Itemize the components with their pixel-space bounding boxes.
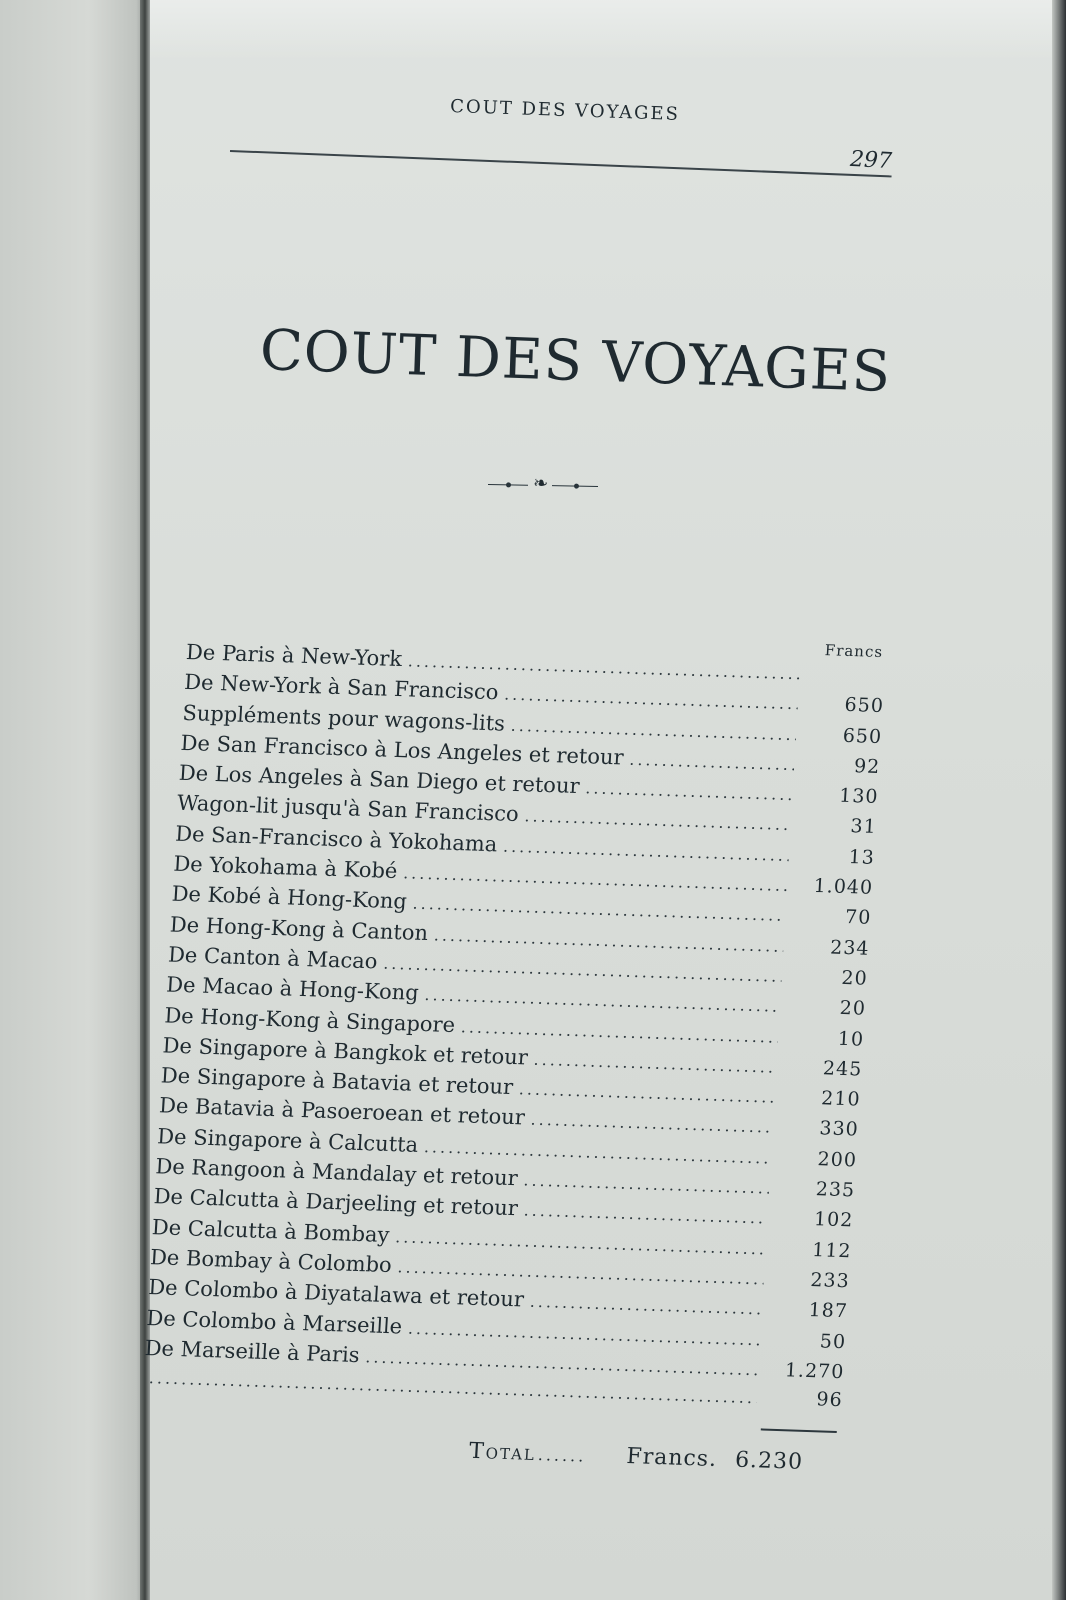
leader-dots	[523, 1203, 768, 1227]
leader-dots	[533, 1052, 777, 1076]
route-amount: 70	[844, 906, 872, 930]
route-label: De Los Angeles à San Diego et retour	[178, 760, 581, 799]
cost-rows	[142, 640, 887, 1420]
route-amount: 20	[840, 966, 869, 990]
route-amount: 13	[848, 845, 876, 869]
route-amount: 96	[815, 1388, 844, 1412]
route-amount: 31	[849, 815, 878, 839]
route-amount: 1.040	[813, 874, 874, 899]
route-amount: 235	[815, 1178, 856, 1202]
sum-rule	[761, 1429, 837, 1434]
route-amount: 1.270	[784, 1359, 845, 1383]
route-amount: 130	[838, 784, 880, 809]
route-label: De Singapore à Calcutta	[156, 1124, 419, 1157]
page-number: 297	[849, 146, 893, 175]
header-rule	[230, 150, 892, 178]
route-label: De Marseille à Paris	[144, 1335, 361, 1367]
ornament-icon: ❧	[532, 472, 549, 495]
total-currency: Francs.	[625, 1444, 718, 1473]
route-amount: 92	[853, 755, 881, 778]
route-label: De Hong-Kong à Singapore	[163, 1003, 456, 1037]
leader-dots	[530, 1112, 773, 1136]
route-amount: 210	[820, 1087, 862, 1111]
route-label: De Rangoon à Mandalay et retour	[154, 1154, 519, 1191]
route-label: De Kobé à Hong-Kong	[171, 882, 408, 914]
leader-dots	[408, 1320, 761, 1348]
leader-dots	[518, 1081, 775, 1105]
route-label: De San-Francisco à Yokohama	[174, 821, 499, 857]
ornament-dot-left	[506, 482, 511, 487]
leader-dots	[523, 1172, 769, 1196]
leader-dots	[433, 927, 783, 955]
route-label: De Bombay à Colombo	[149, 1245, 393, 1278]
route-amount	[805, 680, 885, 683]
route-label: De Yokohama à Kobé	[172, 851, 399, 884]
route-label: De Singapore à Batavia et retour	[160, 1063, 514, 1100]
route-amount: 245	[822, 1057, 863, 1081]
leader-dots	[504, 687, 799, 713]
route-amount: 330	[818, 1117, 860, 1141]
route-label: De Paris à New-York	[185, 639, 403, 672]
route-label: De Hong-Kong à Canton	[169, 912, 429, 945]
leader-dots	[407, 653, 800, 682]
route-amount: 200	[817, 1147, 858, 1172]
route-amount: 102	[813, 1208, 854, 1232]
leader-dots	[365, 1349, 759, 1378]
leader-dots	[460, 1019, 778, 1045]
leader-dots	[585, 780, 793, 803]
page-edge	[1052, 0, 1066, 1600]
total-label: Total	[468, 1439, 537, 1467]
leader-dots	[395, 1229, 766, 1257]
book-page	[144, 0, 1052, 1600]
route-amount: 50	[819, 1329, 847, 1353]
leader-dots	[412, 896, 786, 924]
leader-dots	[403, 865, 788, 894]
ornament-divider	[488, 472, 598, 497]
total-dots: ......	[537, 1445, 587, 1467]
route-amount: 650	[843, 694, 885, 718]
leader-dots	[629, 752, 795, 773]
leader-dots	[424, 987, 780, 1015]
route-label: De Colombo à Diyatalawa et retour	[147, 1275, 525, 1312]
route-label: De Macao à Hong-Kong	[165, 972, 420, 1006]
page-title: COUT DES VOYAGES	[258, 318, 893, 406]
page-highlight	[150, 0, 1052, 60]
currency-column-header: Francs	[824, 641, 884, 662]
route-label: Suppléments pour wagons-lits	[181, 700, 506, 736]
leader-dots	[397, 1259, 764, 1287]
route-label: De Singapore à Bangkok et retour	[162, 1033, 529, 1070]
facing-page	[0, 0, 148, 1600]
route-label: De Batavia à Pasoeroean et retour	[158, 1093, 526, 1130]
total-amount: 6.230	[734, 1448, 804, 1476]
route-amount: 650	[842, 724, 883, 748]
route-label: De New-York à San Francisco	[183, 670, 500, 705]
running-head: COUT DES VOYAGES	[449, 95, 681, 126]
route-label: De Calcutta à Bombay	[151, 1214, 391, 1247]
route-label: De Colombo à Marseille	[145, 1305, 403, 1339]
route-amount: 233	[809, 1268, 851, 1293]
leader-dots	[529, 1294, 762, 1318]
route-amount: 20	[839, 997, 867, 1020]
route-amount: 234	[829, 936, 871, 960]
cost-table	[138, 620, 887, 1476]
route-label: Wagon-lit jusqu'à San Francisco	[176, 791, 520, 827]
leader-dots	[503, 838, 790, 863]
leader-dots	[524, 809, 791, 834]
leader-dots	[510, 717, 796, 742]
route-label: De San Francisco à Los Angeles et retour	[179, 730, 625, 770]
route-label: De Canton à Macao	[167, 942, 379, 974]
route-amount: 187	[808, 1299, 849, 1323]
route-amount: 10	[837, 1027, 865, 1051]
leader-dots	[424, 1139, 772, 1166]
route-label: De Calcutta à Darjeeling et retour	[153, 1184, 519, 1221]
total-row	[138, 1428, 839, 1476]
route-amount: 112	[811, 1238, 853, 1262]
leader-dots	[383, 956, 782, 985]
